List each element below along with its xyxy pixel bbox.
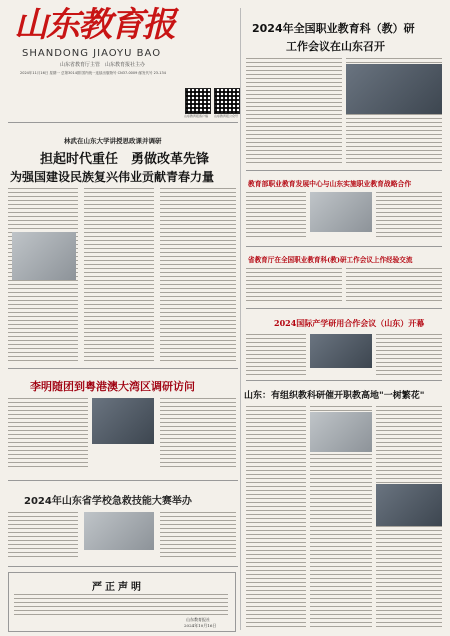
article-body (346, 268, 442, 302)
news-photo (84, 512, 154, 550)
article-body (160, 398, 236, 470)
article-body (8, 398, 88, 470)
right-article-5-title: 山东：有组织教科研催开职教高地"一树繁花" (244, 391, 425, 401)
news-photo (376, 484, 442, 526)
qr-code-icon (185, 88, 211, 114)
lead-title-line2: 为强国建设民族复兴伟业贡献青春力量 (10, 170, 215, 184)
notice-title: 严正声明 (92, 582, 144, 593)
masthead-english: SHANDONG JIAOYU BAO (22, 48, 162, 59)
article-body (160, 512, 236, 560)
qr-code-icon (214, 88, 240, 114)
right-article-4-title: 2024国际产学研用合作会议（山东）开幕 (274, 318, 425, 328)
column-divider (240, 8, 241, 630)
article-body (376, 334, 442, 376)
article-body (246, 58, 342, 166)
article-body (84, 188, 154, 364)
qr-label: 山东教育报客户端 (183, 114, 208, 118)
divider (8, 122, 238, 123)
lead-title-line1: 担起时代重任 勇做改革先锋 (40, 152, 210, 167)
notice-body (14, 594, 228, 616)
right-article-1-title-2: 工作会议在山东召开 (286, 40, 385, 53)
news-photo (310, 334, 372, 368)
article-body (376, 192, 442, 240)
article-body (160, 188, 236, 364)
divider (8, 566, 238, 567)
qr-label: 山东教育报公众号 (213, 114, 238, 118)
notice-date: 2024年10月16日 (184, 623, 217, 628)
article-body (246, 334, 306, 376)
left-article-2-title: 李明随团到粤港澳大湾区调研访问 (30, 380, 195, 393)
article-body (246, 268, 342, 302)
divider (246, 380, 442, 381)
lead-kicker: 林武在山东大学讲授思政课并调研 (64, 137, 162, 145)
news-photo (92, 398, 154, 444)
news-photo (310, 412, 372, 452)
news-photo (346, 64, 442, 114)
notice-sign: 山东教育报社 (186, 617, 210, 622)
masthead-info: 2024年11月16日 星期一 总第3014期 国内统一连续出版物号 CN37-0009 邮发代号 23-134 (20, 71, 166, 75)
article-body (246, 406, 306, 630)
divider (246, 170, 442, 171)
article-body (8, 512, 78, 560)
left-article-3-title: 2024年山东省学校急救技能大赛举办 (24, 496, 192, 507)
divider (246, 308, 442, 309)
news-photo (310, 192, 372, 232)
masthead-sponsor: 山东省教育厅主管 山东教育报社主办 (60, 62, 146, 68)
masthead-logo: 山东教育报 (14, 5, 174, 45)
article-body (246, 192, 306, 240)
divider (8, 368, 238, 369)
news-photo (12, 232, 76, 280)
divider (8, 480, 238, 481)
right-article-2-title: 教育部职业教育发展中心与山东实施职业教育战略合作 (248, 180, 412, 188)
right-article-1-title: 2024年全国职业教育科（教）研 (252, 22, 415, 35)
right-article-3-title: 省教育厅在全国职业教育科(教)研工作会议上作经验交流 (248, 256, 413, 264)
divider (246, 246, 442, 247)
